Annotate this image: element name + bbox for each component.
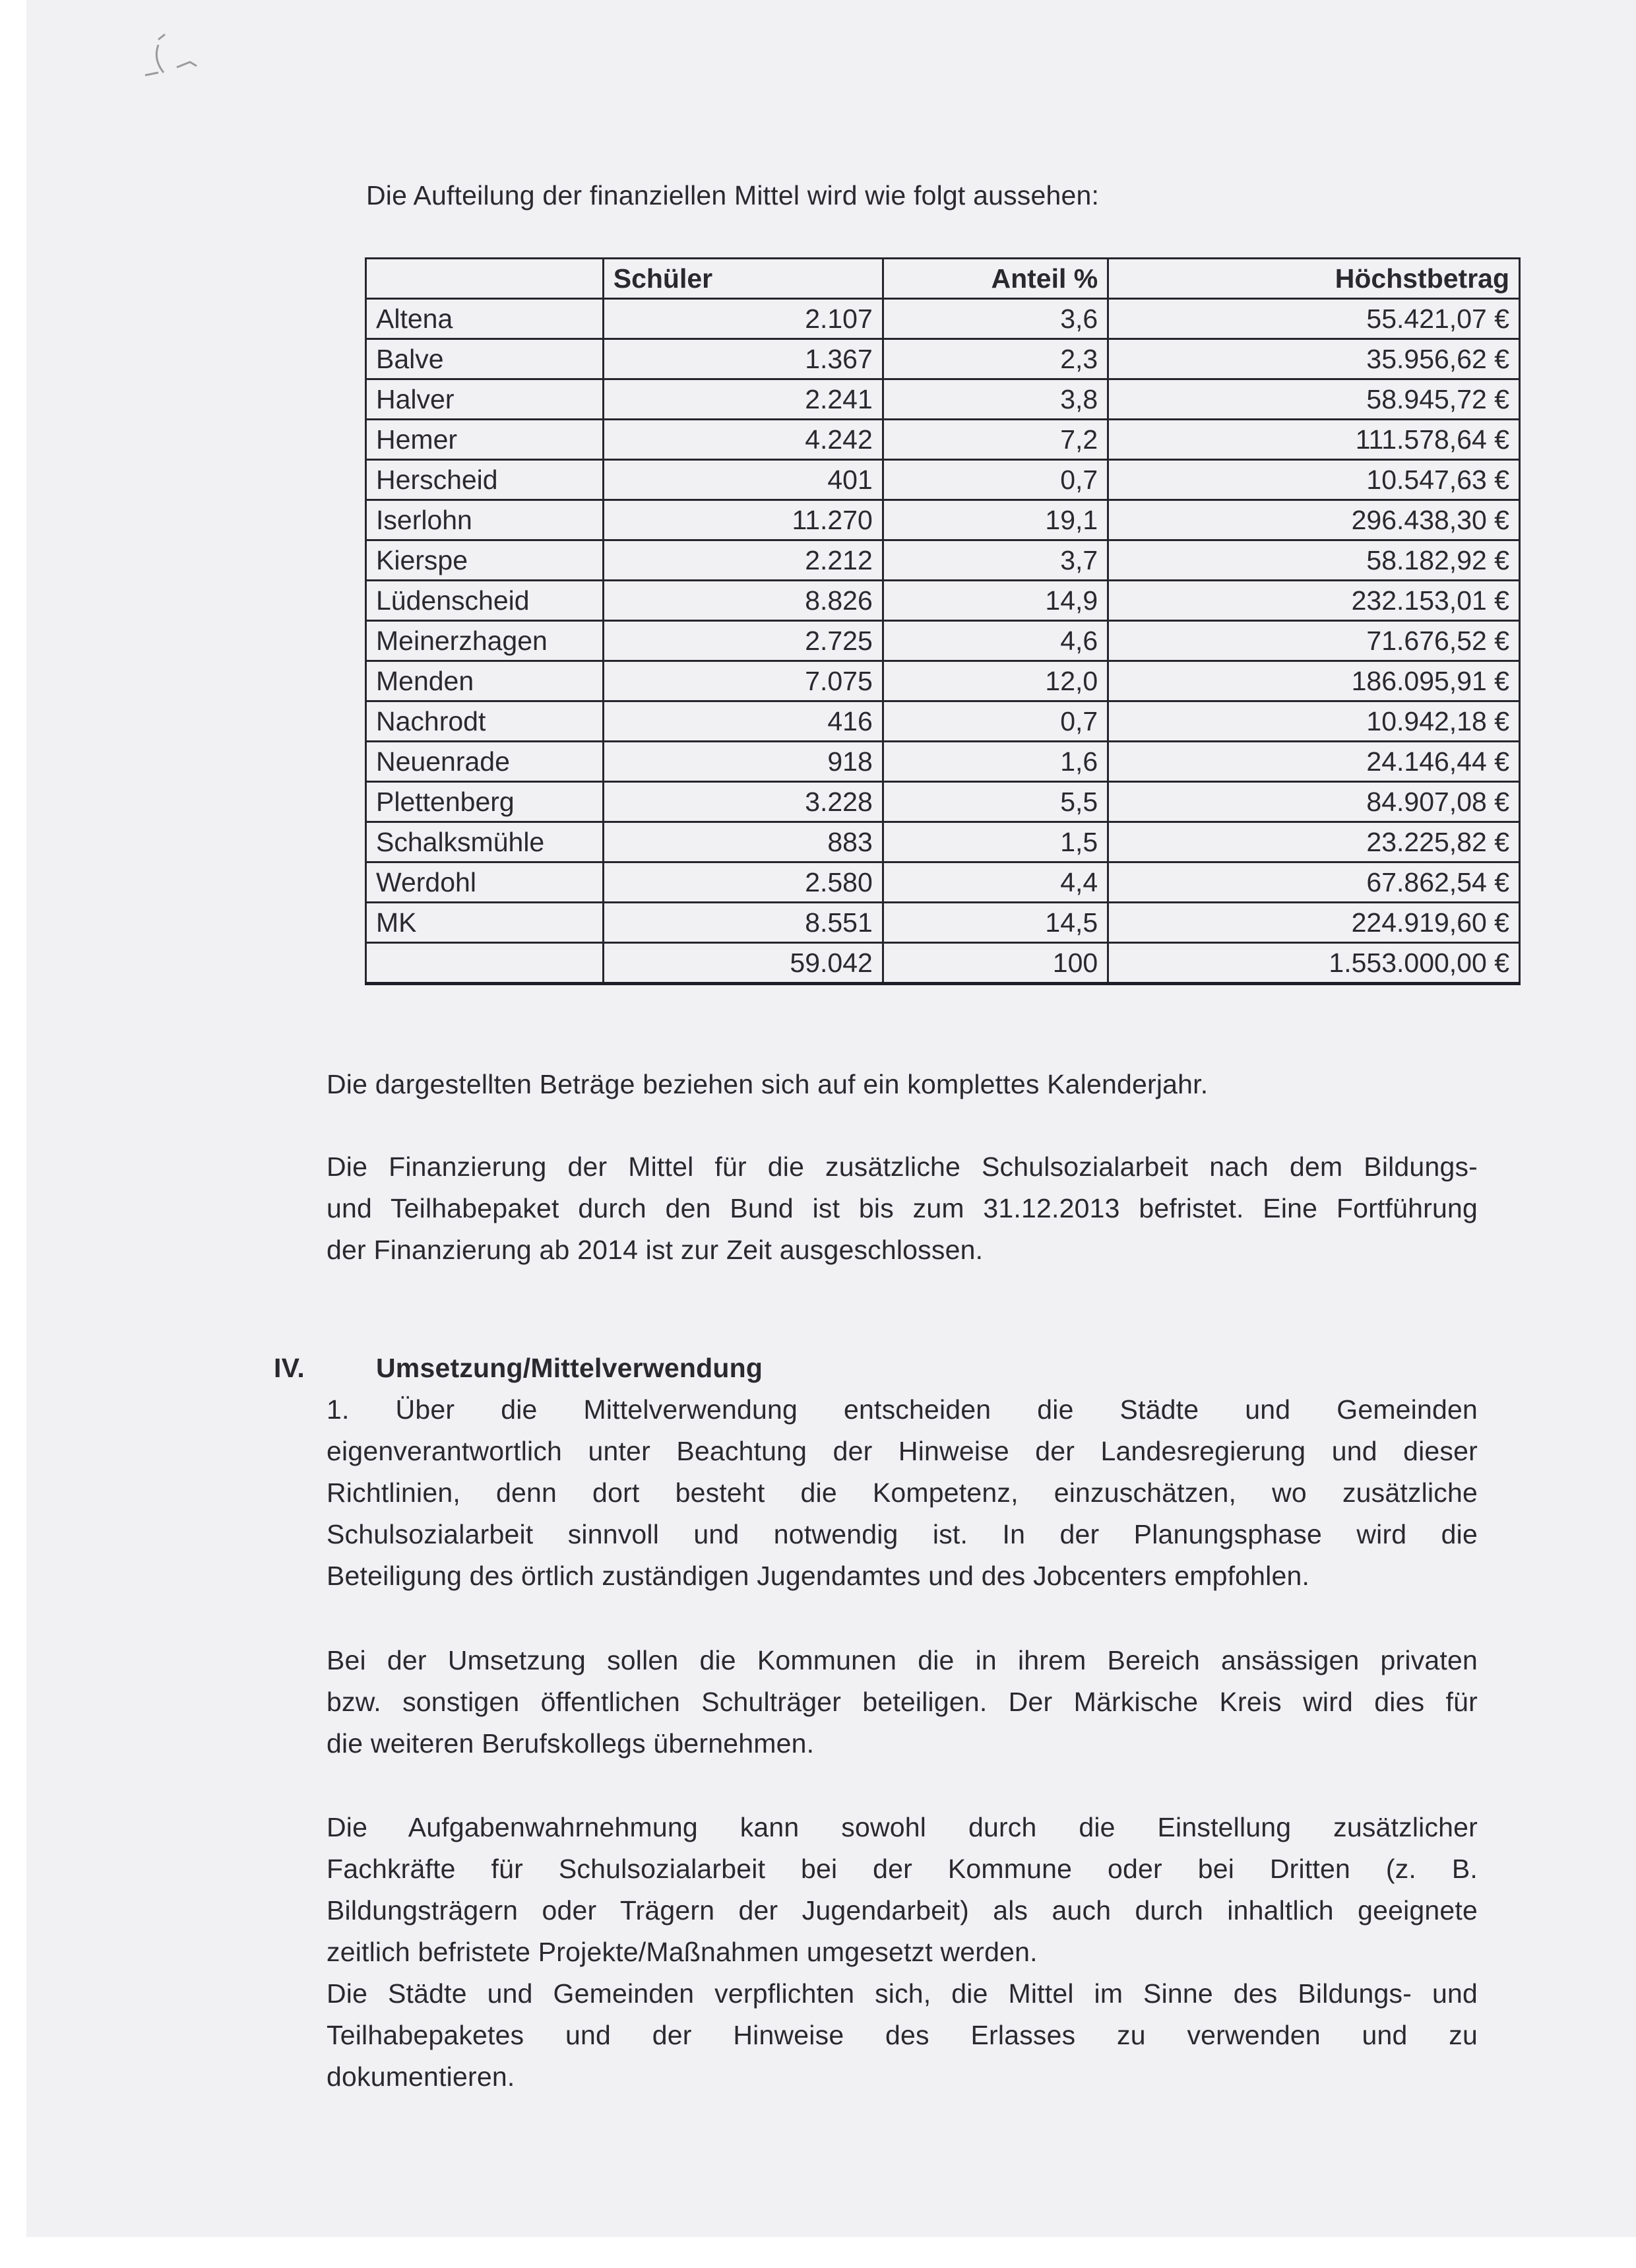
table-row — [366, 339, 1520, 379]
anteil-cell: 14,9 — [883, 581, 1108, 621]
usage-paragraph-1 — [327, 1389, 1478, 1597]
schueler-cell: 2.725 — [603, 621, 883, 661]
anteil-cell: 12,0 — [883, 661, 1108, 701]
hoechstbetrag-cell: 10.942,18 € — [1108, 701, 1520, 742]
schueler-cell: 2.241 — [603, 379, 883, 420]
municipality-cell: Balve — [366, 339, 604, 379]
table-row — [366, 500, 1520, 540]
anteil-cell: 1,6 — [883, 742, 1108, 782]
text-line: Teilhabepaketes und der Hinweise des Erlasses zu verwenden und zu — [327, 2020, 1478, 2050]
anteil-cell: 4,4 — [883, 862, 1108, 903]
text-line: die weiteren Berufskollegs übernehmen. — [327, 1728, 815, 1759]
hoechstbetrag-cell: 186.095,91 € — [1108, 661, 1520, 701]
text-line: Die Aufgabenwahrnehmung kann sowohl durch die Einstellung zusätzlicher — [327, 1812, 1478, 1842]
header-municipality — [366, 259, 604, 299]
anteil-cell: 14,5 — [883, 903, 1108, 943]
financing-paragraph — [327, 1146, 1478, 1271]
municipality-cell: Lüdenscheid — [366, 581, 604, 621]
schueler-cell: 2.107 — [603, 299, 883, 339]
schueler-cell: 7.075 — [603, 661, 883, 701]
schueler-cell: 2.212 — [603, 540, 883, 581]
municipality-cell: Meinerzhagen — [366, 621, 604, 661]
anteil-cell: 3,8 — [883, 379, 1108, 420]
hoechstbetrag-cell: 296.438,30 € — [1108, 500, 1520, 540]
anteil-cell: 0,7 — [883, 460, 1108, 500]
text-line: bzw. sonstigen öffentlichen Schulträger beteiligen. Der Märkische Kreis wird dies für — [327, 1687, 1478, 1717]
text-line: Die Finanzierung der Mittel für die zusätzliche Schulsozialarbeit nach dem Bildungs- — [327, 1151, 1478, 1182]
anteil-cell: 3,6 — [883, 299, 1108, 339]
text-line: Richtlinien, denn dort besteht die Kompetenz, einzuschätzen, wo zusätzliche — [327, 1477, 1478, 1508]
municipality-cell: Schalksmühle — [366, 822, 604, 862]
hoechstbetrag-cell: 224.919,60 € — [1108, 903, 1520, 943]
hoechstbetrag-cell: 1.553.000,00 € — [1108, 943, 1520, 984]
table-row — [366, 621, 1520, 661]
municipality-cell: Altena — [366, 299, 604, 339]
municipality-cell: Herscheid — [366, 460, 604, 500]
anteil-cell: 0,7 — [883, 701, 1108, 742]
text-line: Schulsozialarbeit sinnvoll und notwendig ist. In der Planungsphase wird die — [327, 1519, 1478, 1549]
hoechstbetrag-cell: 232.153,01 € — [1108, 581, 1520, 621]
schueler-cell: 11.270 — [603, 500, 883, 540]
text-line: 1. Über die Mittelverwendung entscheiden die Städte und Gemeinden — [327, 1394, 1478, 1425]
schueler-cell: 2.580 — [603, 862, 883, 903]
schueler-cell: 401 — [603, 460, 883, 500]
text-line: zeitlich befristete Projekte/Maßnahmen umgesetzt werden. — [327, 1937, 1038, 1967]
schueler-cell: 59.042 — [603, 943, 883, 984]
header-hoechstbetrag: Höchstbetrag — [1108, 259, 1520, 299]
hoechstbetrag-cell: 58.945,72 € — [1108, 379, 1520, 420]
hoechstbetrag-cell: 55.421,07 € — [1108, 299, 1520, 339]
schueler-cell: 416 — [603, 701, 883, 742]
text-line: Die Städte und Gemeinden verpflichten sich, die Mittel im Sinne des Bildungs- und — [327, 1978, 1478, 2009]
municipality-cell: Hemer — [366, 420, 604, 460]
intro-text: Die Aufteilung der finanziellen Mittel wird wie folgt aussehen: — [366, 180, 1100, 211]
municipality-cell: Werdohl — [366, 862, 604, 903]
schueler-cell: 8.551 — [603, 903, 883, 943]
text-line: und Teilhabepaket durch den Bund ist bis zum 31.12.2013 befristet. Eine Fortführung — [327, 1193, 1478, 1223]
table-row — [366, 581, 1520, 621]
anteil-cell: 100 — [883, 943, 1108, 984]
hoechstbetrag-cell: 111.578,64 € — [1108, 420, 1520, 460]
anteil-cell: 4,6 — [883, 621, 1108, 661]
municipality-cell: Iserlohn — [366, 500, 604, 540]
text-line: Bildungsträgern oder Trägern der Jugendarbeit) als auch durch inhaltlich geeignete — [327, 1895, 1478, 1926]
text-line: Fachkräfte für Schulsozialarbeit bei der Kommune oder bei Dritten (z. B. — [327, 1854, 1478, 1884]
table-row — [366, 822, 1520, 862]
text-line: Bei der Umsetzung sollen die Kommunen die in ihrem Bereich ansässigen privaten — [327, 1645, 1478, 1675]
municipality-cell: Kierspe — [366, 540, 604, 581]
municipality-cell: Neuenrade — [366, 742, 604, 782]
text-line: Beteiligung des örtlich zuständigen Jugendamtes und des Jobcenters empfohlen. — [327, 1561, 1310, 1591]
table-row — [366, 540, 1520, 581]
municipality-cell: Nachrodt — [366, 701, 604, 742]
hoechstbetrag-cell: 67.862,54 € — [1108, 862, 1520, 903]
anteil-cell: 3,7 — [883, 540, 1108, 581]
municipality-cell — [366, 943, 604, 984]
usage-paragraph-2 — [327, 1640, 1478, 1765]
table-row — [366, 903, 1520, 943]
schueler-cell: 4.242 — [603, 420, 883, 460]
hoechstbetrag-cell: 71.676,52 € — [1108, 621, 1520, 661]
allocation-table — [365, 257, 1521, 985]
anteil-cell: 1,5 — [883, 822, 1108, 862]
section-title: Umsetzung/Mittelverwendung — [376, 1353, 763, 1383]
schueler-cell: 883 — [603, 822, 883, 862]
municipality-cell: MK — [366, 903, 604, 943]
municipality-cell: Plettenberg — [366, 782, 604, 822]
schueler-cell: 3.228 — [603, 782, 883, 822]
hoechstbetrag-cell: 23.225,82 € — [1108, 822, 1520, 862]
calendar-year-note: Die dargestellten Beträge beziehen sich auf ein komplettes Kalenderjahr. — [327, 1069, 1209, 1099]
header-schueler: Schüler — [603, 259, 883, 299]
anteil-cell: 19,1 — [883, 500, 1108, 540]
text-line: dokumentieren. — [327, 2061, 515, 2092]
usage-paragraph-3 — [327, 1807, 1478, 2098]
schueler-cell: 8.826 — [603, 581, 883, 621]
text-line: eigenverantwortlich unter Beachtung der Hinweise der Landesregierung und dieser — [327, 1436, 1478, 1466]
hoechstbetrag-cell: 58.182,92 € — [1108, 540, 1520, 581]
hoechstbetrag-cell: 10.547,63 € — [1108, 460, 1520, 500]
anteil-cell: 7,2 — [883, 420, 1108, 460]
hoechstbetrag-cell: 84.907,08 € — [1108, 782, 1520, 822]
table-row — [366, 862, 1520, 903]
header-anteil: Anteil % — [883, 259, 1108, 299]
table-row — [366, 460, 1520, 500]
municipality-cell: Menden — [366, 661, 604, 701]
anteil-cell: 5,5 — [883, 782, 1108, 822]
municipality-cell: Halver — [366, 379, 604, 420]
table-row — [366, 701, 1520, 742]
table-row — [366, 379, 1520, 420]
hoechstbetrag-cell: 24.146,44 € — [1108, 742, 1520, 782]
anteil-cell: 2,3 — [883, 339, 1108, 379]
table-row — [366, 420, 1520, 460]
schueler-cell: 918 — [603, 742, 883, 782]
table-row — [366, 299, 1520, 339]
text-line: der Finanzierung ab 2014 ist zur Zeit ausgeschlossen. — [327, 1235, 984, 1265]
table-row — [366, 782, 1520, 822]
table-header-row — [366, 259, 1520, 299]
table-row — [366, 742, 1520, 782]
table-row — [366, 661, 1520, 701]
hoechstbetrag-cell: 35.956,62 € — [1108, 339, 1520, 379]
table-total-row — [366, 943, 1520, 984]
schueler-cell: 1.367 — [603, 339, 883, 379]
section-number: IV. — [274, 1353, 305, 1383]
staple-mark-icon — [132, 26, 211, 79]
